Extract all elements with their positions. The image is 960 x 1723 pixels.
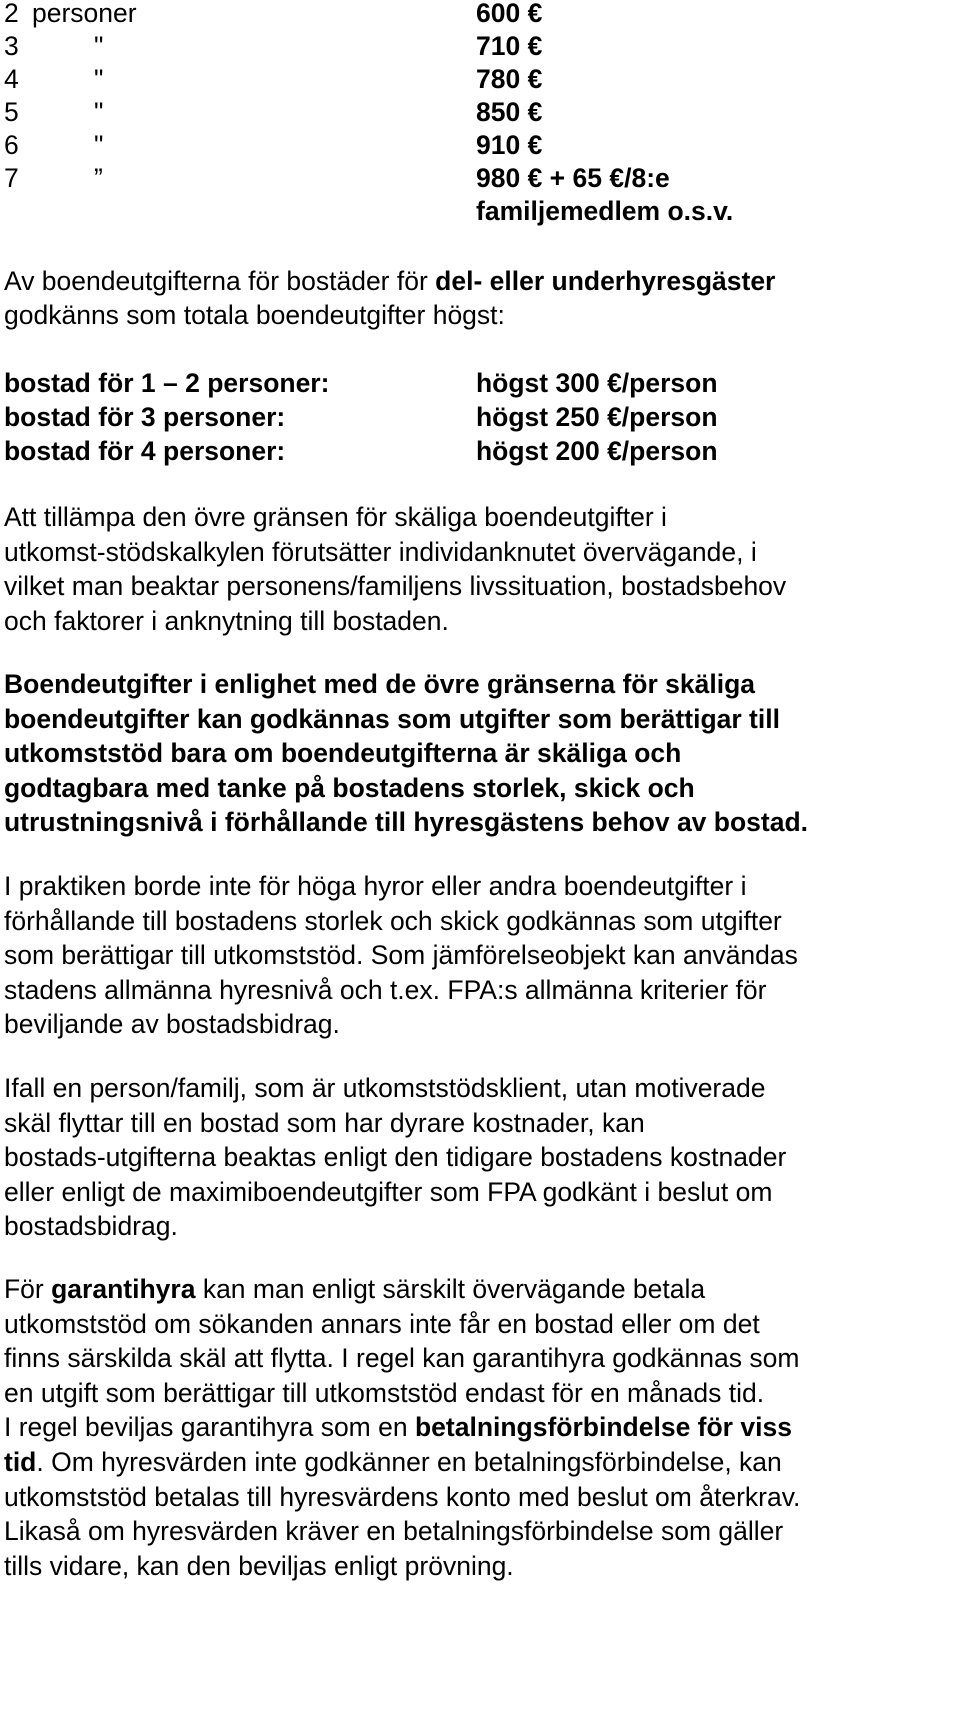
persons-label: " xyxy=(94,31,104,61)
bold-term: betalningsförbindelse för viss xyxy=(414,1412,792,1443)
persons-count: 3 xyxy=(4,31,19,61)
amount: 980 € + 65 €/8:e xyxy=(476,163,670,193)
intro-line: godkänns som totala boendeutgifter högst: xyxy=(4,300,505,330)
limit-value: högst 300 €/person xyxy=(476,368,718,398)
bold-term: garantihyra xyxy=(51,1274,196,1304)
text-line: bostads-utgifterna beaktas enligt den tidigare bostadens kostnader xyxy=(4,1142,787,1173)
text-line xyxy=(4,1410,954,1445)
text-line: godtagbara med tanke på bostadens storlek, skick och xyxy=(4,772,695,803)
text-line: eller enligt de maximiboendeutgifter som FPA godkänt i beslut om xyxy=(4,1176,773,1207)
persons-label: ” xyxy=(94,163,103,193)
text-line: utkomst-stödskalkylen förutsätter individanknutet övervägande, i xyxy=(4,536,757,567)
text-line: beviljande av bostadsbidrag. xyxy=(4,1009,340,1040)
text-line: utkomststöd betalas till hyresvärdens konto med beslut om återkrav. xyxy=(4,1481,801,1512)
text-line xyxy=(4,1272,954,1307)
paragraph-guarantee-rent xyxy=(4,1272,954,1583)
text-line: utrustningsnivå i förhållande till hyresgästens behov av bostad. xyxy=(4,807,809,838)
amount: 910 € xyxy=(476,130,543,160)
text-line: bostadsbidrag. xyxy=(4,1211,178,1242)
text-line: Boendeutgifter i enlighet med de övre gränserna för skäliga xyxy=(4,669,756,699)
persons-label: " xyxy=(94,97,104,127)
text-line: skäl flyttar till en bostad som har dyrare kostnader, kan xyxy=(4,1107,645,1138)
text-run: kan man enligt särskilt övervägande betala xyxy=(195,1274,706,1304)
housing-label: bostad för 3 personer: xyxy=(4,402,286,432)
text-line: och faktorer i anknytning till bostaden. xyxy=(4,605,449,636)
text-line: förhållande till bostadens storlek och skick godkännas som utgifter xyxy=(4,905,782,936)
amount: 600 € xyxy=(476,0,543,28)
persons-count: 6 xyxy=(4,130,19,160)
text-line: Att tillämpa den övre gränsen för skäliga boendeutgifter i xyxy=(4,502,667,532)
persons-count: 5 xyxy=(4,97,19,127)
text-run: . Om hyresvärden inte godkänner en betalningsförbindelse, kan xyxy=(36,1446,782,1477)
paragraph-moving xyxy=(4,1071,954,1244)
text-run: För xyxy=(4,1274,52,1304)
text-run: I regel beviljas garantihyra som en xyxy=(4,1412,415,1443)
limit-value: högst 250 €/person xyxy=(476,402,718,432)
paragraph-conditions xyxy=(4,667,954,840)
limit-value: högst 200 €/person xyxy=(476,436,718,466)
persons-count: 7 xyxy=(4,163,19,193)
housing-label: bostad för 1 – 2 personer: xyxy=(4,368,330,398)
text-line: Ifall en person/familj, som är utkomststödsklient, utan motiverade xyxy=(4,1073,766,1103)
amount: 850 € xyxy=(476,97,543,127)
amount: 780 € xyxy=(476,64,543,94)
text-line: tills vidare, kan den beviljas enligt prövning. xyxy=(4,1550,514,1581)
intro-text: Av boendeutgifterna för bostäder för xyxy=(4,266,436,296)
amount: 710 € xyxy=(476,31,543,61)
text-line: stadens allmänna hyresnivå och t.ex. FPA:s allmänna kriterier för xyxy=(4,974,767,1005)
persons-count: 4 xyxy=(4,64,19,94)
text-line: som berättigar till utkomststöd. Som jämförelseobjekt kan användas xyxy=(4,940,798,971)
intro-bold-text: del- eller underhyresgäster xyxy=(435,266,776,296)
text-line: boendeutgifter kan godkännas som utgifter som berättigar till xyxy=(4,703,780,734)
persons-label: personer xyxy=(32,0,137,28)
text-line: utkomststöd bara om boendeutgifterna är skäliga och xyxy=(4,738,682,769)
persons-count: 2 xyxy=(4,0,19,28)
housing-label: bostad för 4 personer: xyxy=(4,436,286,466)
text-line: vilket man beaktar personens/familjens livssituation, bostadsbehov xyxy=(4,571,787,602)
persons-label: " xyxy=(94,130,104,160)
paragraph-upper-limit xyxy=(4,500,954,638)
text-line: Likaså om hyresvärden kräver en betalningsförbindelse som gäller xyxy=(4,1516,784,1547)
text-line: utkomststöd om sökanden annars inte får en bostad eller om det xyxy=(4,1308,760,1339)
bold-term: tid xyxy=(4,1446,37,1477)
paragraph-practice xyxy=(4,869,954,1042)
text-line: I praktiken borde inte för höga hyror eller andra boendeutgifter i xyxy=(4,871,747,901)
text-line: en utgift som berättigar till utkomststöd endast för en månads tid. xyxy=(4,1377,765,1408)
persons-label: " xyxy=(94,64,104,94)
text-line xyxy=(4,1445,954,1480)
amount-continuation: familjemedlem o.s.v. xyxy=(476,196,734,226)
text-line: finns särskilda skäl att flytta. I regel kan garantihyra godkännas som xyxy=(4,1343,800,1374)
